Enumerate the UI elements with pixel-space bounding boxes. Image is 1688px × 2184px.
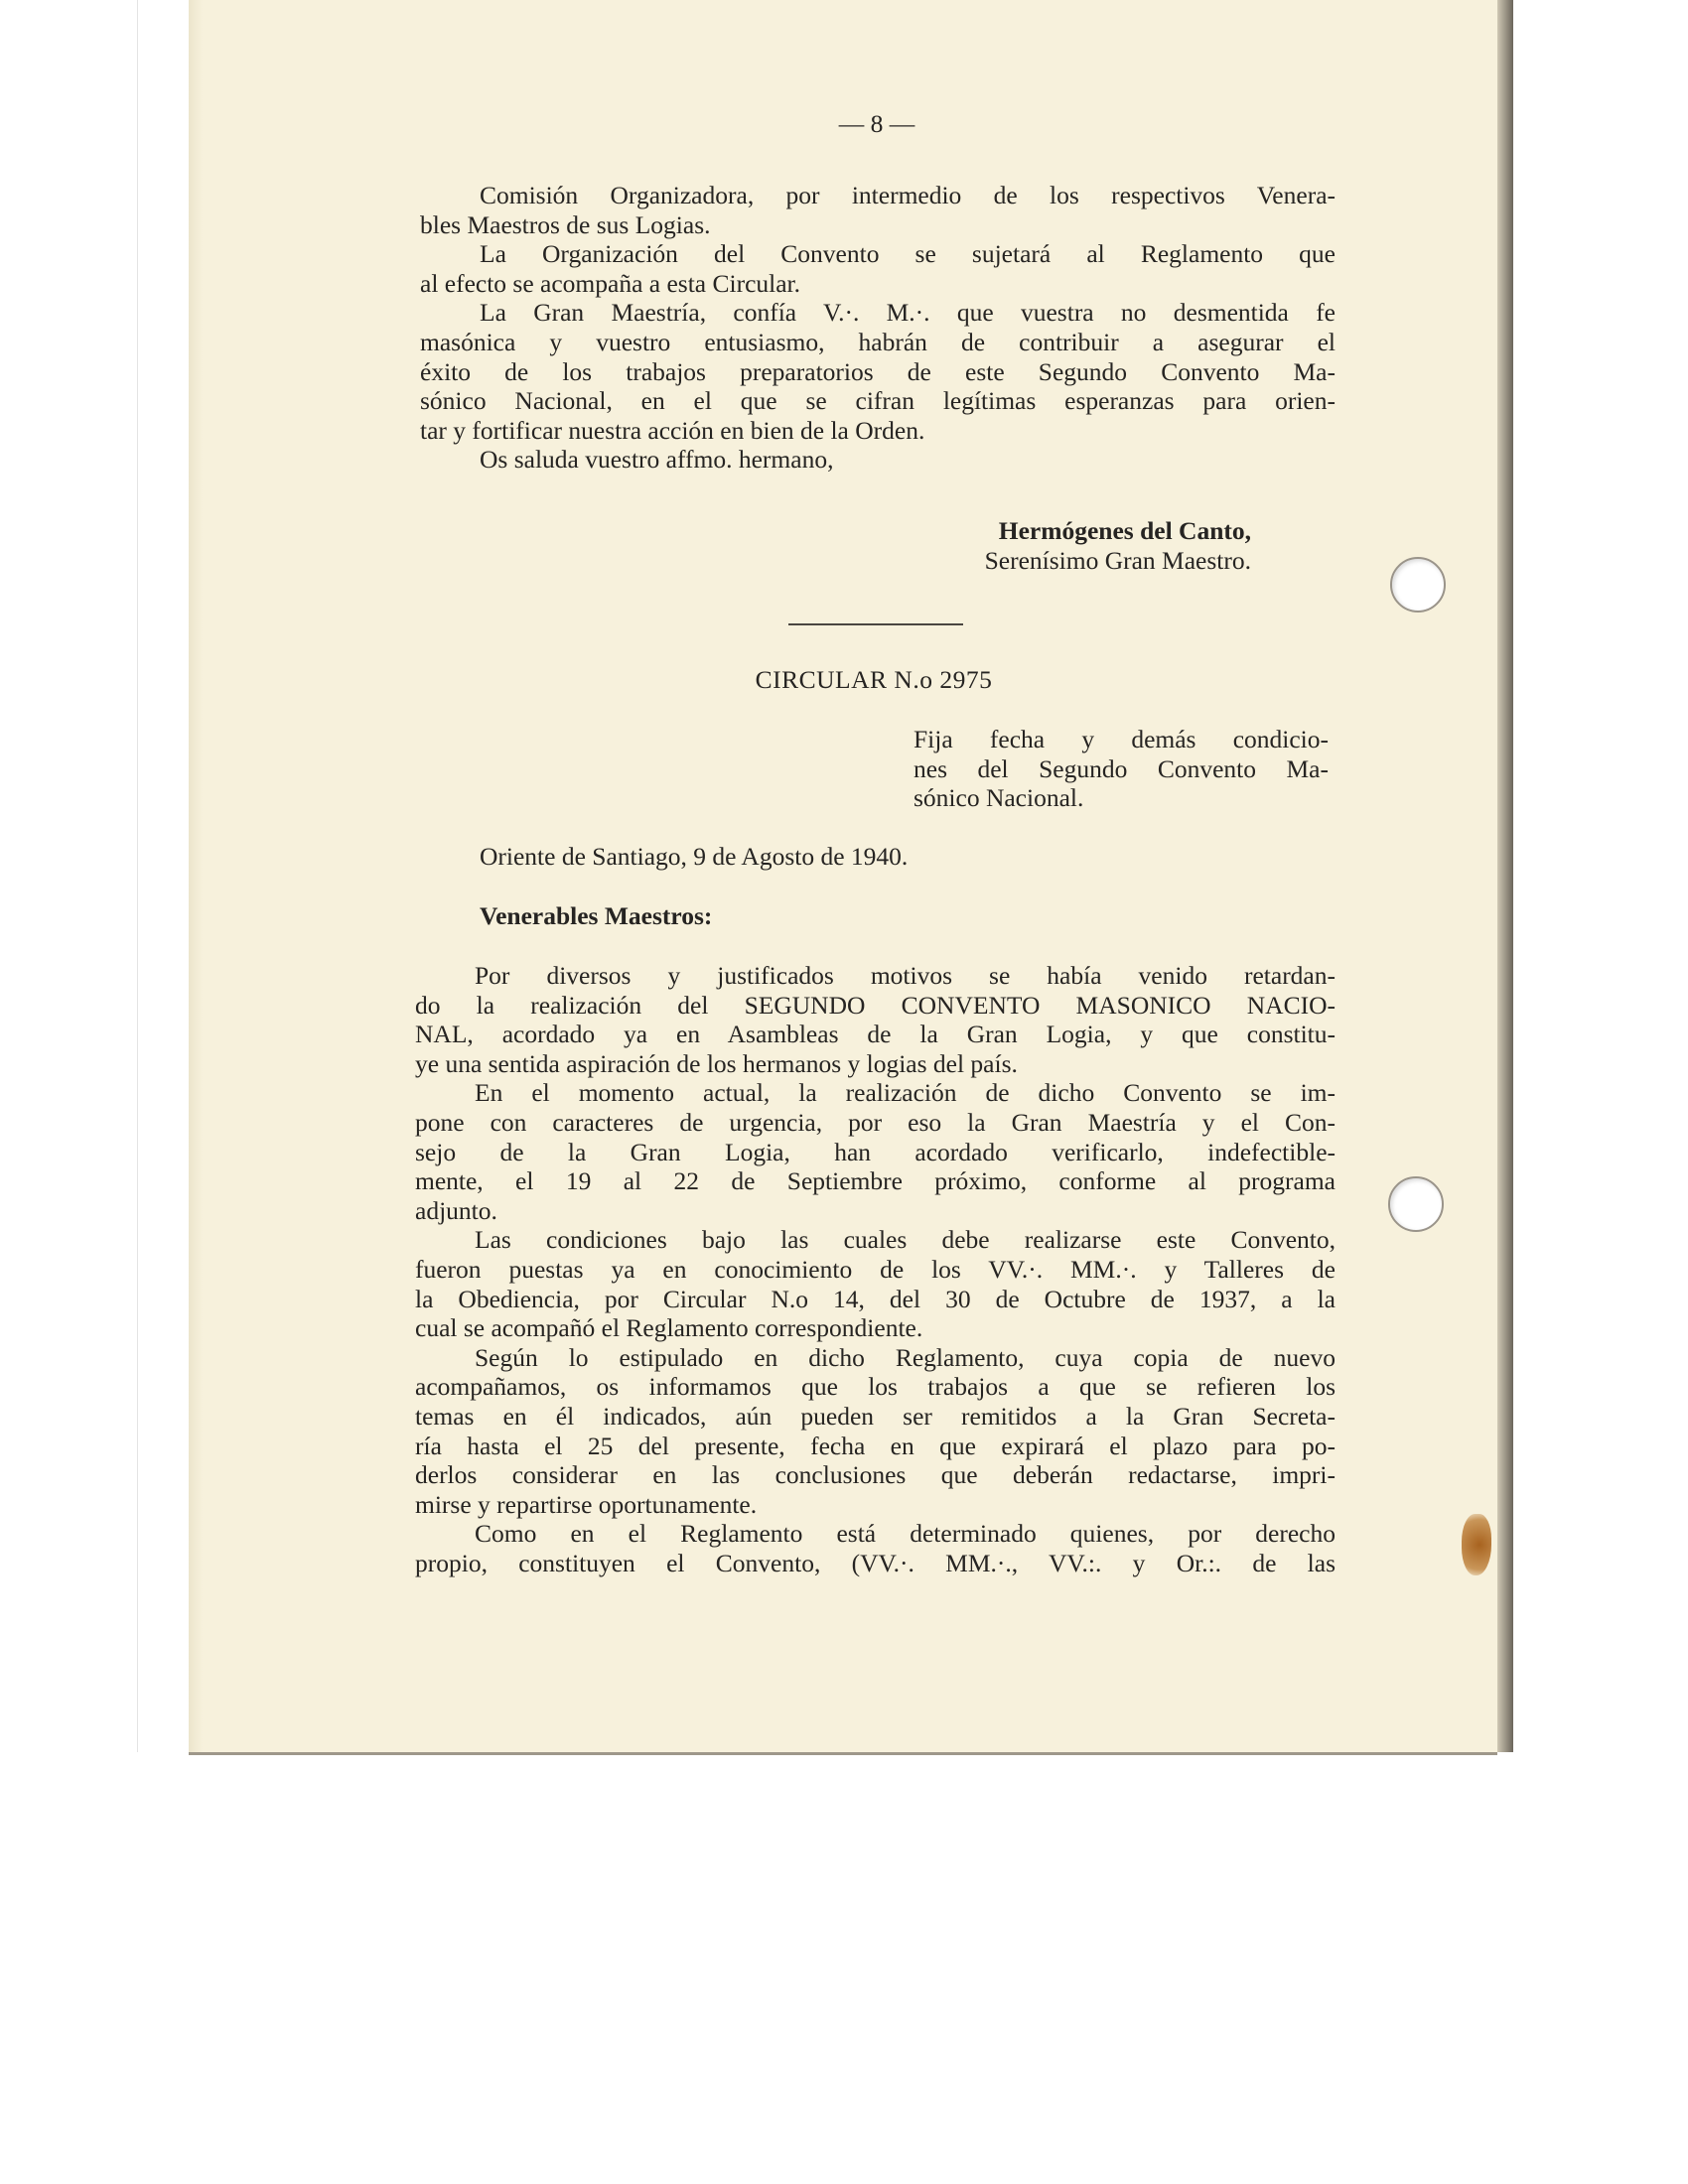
text-line: La Gran Maestría, confía V.·. M.·. que vuestra no desmentida fe: [480, 298, 1336, 328]
text-line: mente, el 19 al 22 de Septiembre próximo, conforme al programa: [415, 1166, 1336, 1196]
subject-line: Fija fecha y demás condicio-: [914, 725, 1329, 753]
circular-title: CIRCULAR N.o 2975: [755, 665, 993, 694]
text-line: tar y fortificar nuestra acción en bien de la Orden.: [420, 415, 925, 445]
circular-body: [415, 961, 1336, 1577]
text-line: En el momento actual, la realización de dicho Convento se im-: [475, 1078, 1336, 1108]
text-line: mirse y repartirse oportunamente.: [415, 1489, 758, 1519]
text-line: derlos considerar en las conclusiones que deberán redactarse, impri-: [415, 1460, 1336, 1490]
text-line: éxito de los trabajos preparatorios de este Segundo Convento Ma-: [420, 356, 1336, 386]
text-line: La Organización del Convento se sujetará al Reglamento que: [480, 239, 1336, 269]
signature-name: Hermógenes del Canto,: [998, 516, 1251, 545]
circular-subject: [914, 725, 1329, 813]
text-line: propio, constituyen el Convento, (VV.·. MM.·., VV.:. y Or.:. de las: [415, 1548, 1336, 1577]
text-line: fueron puestas ya en conocimiento de los VV.·. MM.·. y Talleres de: [415, 1254, 1336, 1284]
letter-closing-text: [420, 181, 1336, 475]
signature-title: Serenísimo Gran Maestro.: [984, 546, 1251, 575]
text-line: Comisión Organizadora, por intermedio de los respectivos Venera-: [480, 181, 1336, 209]
salutation: Venerables Maestros:: [480, 901, 713, 930]
text-line: ye una sentida aspiración de los hermanos y logias del país.: [415, 1048, 1018, 1078]
subject-line: sónico Nacional.: [914, 783, 1084, 813]
text-line: masónica y vuestro entusiasmo, habrán de contribuir a asegurar el: [420, 327, 1336, 356]
scan-left-rule: [137, 0, 138, 1752]
punch-hole-bottom: [1388, 1176, 1444, 1232]
text-line: NAL, acordado ya en Asambleas de la Gran Logia, y que constitu-: [415, 1020, 1336, 1049]
text-line: temas en él indicados, aún pueden ser remitidos a la Gran Secreta-: [415, 1401, 1336, 1431]
page-number: — 8 —: [838, 109, 915, 138]
text-line: bles Maestros de sus Logias.: [420, 209, 711, 239]
section-divider: [788, 623, 963, 625]
text-line: Por diversos y justificados motivos se había venido retardan-: [475, 961, 1336, 990]
text-line: Os saluda vuestro affmo. hermano,: [480, 445, 834, 475]
text-line: acompañamos, os informamos que los trabajos a que se refieren los: [415, 1372, 1336, 1402]
text-line: al efecto se acompaña a esta Circular.: [420, 268, 801, 298]
text-line: do la realización del SEGUNDO CONVENTO MASONICO NACIO-: [415, 990, 1336, 1020]
text-line: Como en el Reglamento está determinado quienes, por derecho: [475, 1519, 1336, 1549]
subject-line: nes del Segundo Convento Ma-: [914, 753, 1329, 783]
text-line: pone con caracteres de urgencia, por eso la Gran Maestría y el Con-: [415, 1107, 1336, 1137]
page-edge-shadow: [1497, 0, 1513, 1752]
punch-hole-top: [1390, 557, 1446, 613]
text-line: sónico Nacional, en el que se cifran legítimas esperanzas para orien-: [420, 386, 1336, 416]
text-line: sejo de la Gran Logia, han acordado verificarlo, indefectible-: [415, 1137, 1336, 1166]
text-line: adjunto.: [415, 1195, 497, 1225]
paper-stain: [1462, 1514, 1491, 1575]
text-line: cual se acompañó el Reglamento correspondiente.: [415, 1313, 923, 1343]
text-line: Las condiciones bajo las cuales debe realizarse este Convento,: [475, 1225, 1336, 1255]
text-line: ría hasta el 25 del presente, fecha en que expirará el plazo para po-: [415, 1431, 1336, 1460]
date-line: Oriente de Santiago, 9 de Agosto de 1940.: [480, 842, 909, 871]
text-line: Según lo estipulado en dicho Reglamento, cuya copia de nuevo: [475, 1342, 1336, 1372]
text-line: la Obediencia, por Circular N.o 14, del 30 de Octubre de 1937, a la: [415, 1284, 1336, 1313]
